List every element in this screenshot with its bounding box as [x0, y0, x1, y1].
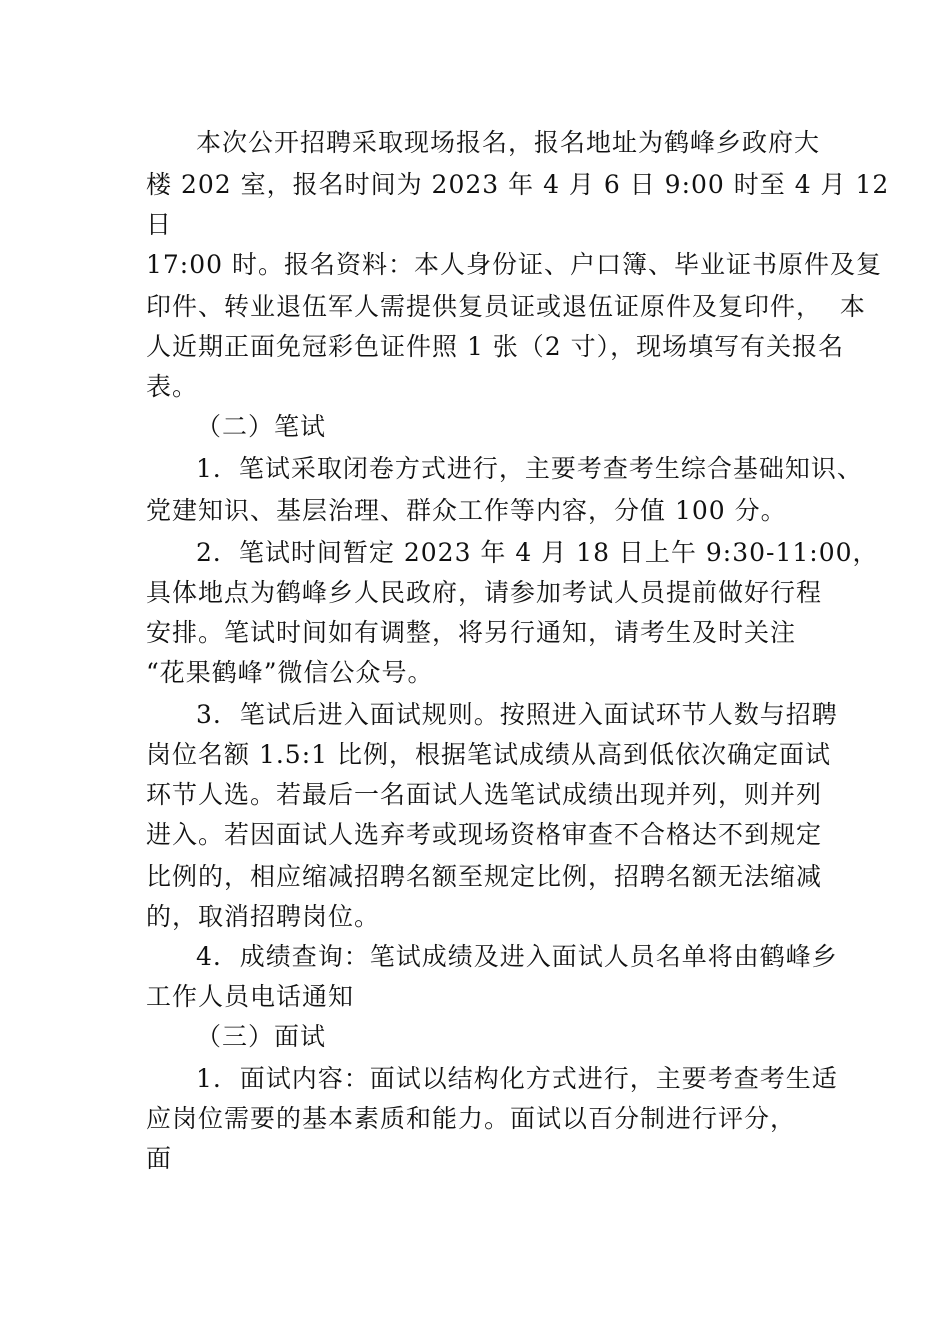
text-line: 3. 笔试后进入面试规则。按照进入面试环节人数与招聘: [196, 700, 838, 729]
text-line: 表。: [146, 372, 199, 401]
text-line: 1. 面试内容：面试以结构化方式进行，主要考查考生适: [196, 1064, 838, 1093]
text-line: 印件、转业退伍军人需提供复员证或退伍证原件及复印件， 本: [146, 292, 866, 321]
text-line: 应岗位需要的基本素质和能力。面试以百分制进行评分，: [146, 1104, 797, 1133]
text-line: 比例的，相应缩减招聘名额至规定比例，招聘名额无法缩减: [146, 862, 823, 891]
text-line: 17:00 时。报名资料：本人身份证、户口簿、毕业证书原件及复: [146, 250, 882, 279]
text-line: 2．笔试时间暂定 2023 年 4 月 18 日上午 9:30-11:00，: [196, 538, 879, 567]
text-line: “花果鹤峰”微信公众号。: [146, 658, 434, 687]
text-line: 安排。笔试时间如有调整，将另行通知，请考生及时关注: [146, 618, 797, 647]
text-line: 进入。若因面试人选弃考或现场资格审查不合格达不到规定: [146, 820, 823, 849]
text-line: 4. 成绩查询：笔试成绩及进入面试人员名单将由鹤峰乡: [196, 942, 838, 971]
text-line: 本次公开招聘采取现场报名，报名地址为鹤峰乡政府大: [196, 128, 821, 157]
text-line: 人近期正面免冠彩色证件照 1 张（2 寸），现场填写有关报名: [146, 332, 845, 361]
text-line: 岗位名额 1.5:1 比例，根据笔试成绩从高到低依次确定面试: [146, 740, 831, 769]
section-heading: （三）面试: [196, 1022, 327, 1051]
text-line: 环节人选。若最后一名面试人选笔试成绩出现并列，则并列: [146, 780, 823, 809]
text-line: 日: [146, 210, 173, 239]
text-line: 1．笔试采取闭卷方式进行，主要考查考生综合基础知识、: [196, 454, 863, 483]
text-line: 楼 202 室，报名时间为 2023 年 4 月 6 日 9:00 时至 4 月 12: [146, 170, 890, 199]
text-line: 的，取消招聘岗位。: [146, 902, 381, 931]
text-line: 党建知识、基层治理、群众工作等内容，分值 100 分。: [146, 496, 787, 525]
section-heading: （二）笔试: [196, 412, 327, 441]
text-line: 工作人员电话通知: [146, 982, 355, 1011]
text-line: 面: [146, 1144, 173, 1173]
text-line: 具体地点为鹤峰乡人民政府，请参加考试人员提前做好行程: [146, 578, 823, 607]
